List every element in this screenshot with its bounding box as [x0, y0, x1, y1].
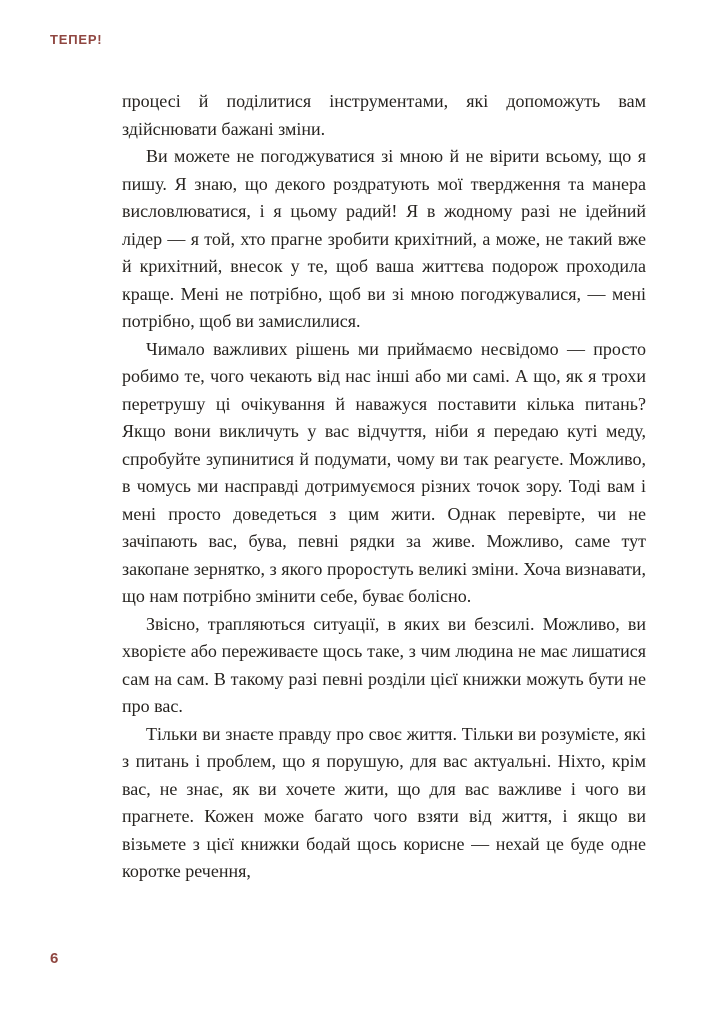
page-number: 6: [50, 950, 59, 967]
paragraph: Ви можете не погоджуватися зі мною й не вірити всьому, що я пишу. Я знаю, що декого роздратують мої твердження та манера висловлюватися, і я цьому радий! Я в жодному разі не ідейний лідер — я той, хто прагне зробити крихітний, а може, не такий вже й крихітний, внесок у те, щоб ваша життєва подорож проходила краще. Мені не потрібно, щоб ви зі мною погоджувалися, — мені потрібно, щоб ви замислилися.: [122, 146, 646, 331]
text-block: [122, 88, 646, 886]
paragraph: Тільки ви знаєте правду про своє життя. Тільки ви розумієте, які з питань і проблем, що я порушую, для вас актуальні. Ніхто, крім вас, не знає, як ви хочете жити, що для вас важливе і чого ви прагнете. Кожен може багато чого взяти від життя, і якщо ви візьмете з цієї книжки бодай щось корисне — нехай це буде одне коротке речення,: [122, 723, 646, 881]
paragraph: процесі й поділитися інструментами, які допоможуть вам здійснювати бажані зміни.: [122, 91, 646, 139]
paragraph: Чимало важливих рішень ми приймаємо несвідомо — просто робимо те, чого чекають від нас інші або ми самі. А що, як я трохи перетрушу ці очікування й наважуся поставити кілька питань? Якщо вони викличуть у вас відчуття, ніби я передаю куті меду, спробуйте зупинитися й подумати, чому ви так реагуєте. Можливо, в чомусь ми насправді дотримуємося різних точок зору. Тоді вам і мені просто доведеться з цим жити. Однак перевірте, чи не зачіпають вас, бува, певні рядки за живе. Можливо, саме тут закопане зернятко, з якого проростуть великі зміни. Хоча визнавати, що нам потрібно змінити себе, буває болісно.: [122, 338, 646, 606]
running-header: ТЕПЕР!: [50, 32, 103, 47]
paragraph: Звісно, трапляються ситуації, в яких ви безсилі. Можливо, ви хворієте або переживаєте щось таке, з чим людина не має лишатися сам на сам. В такому разі певні розділи цієї книжки можуть бути не про вас.: [122, 613, 646, 716]
